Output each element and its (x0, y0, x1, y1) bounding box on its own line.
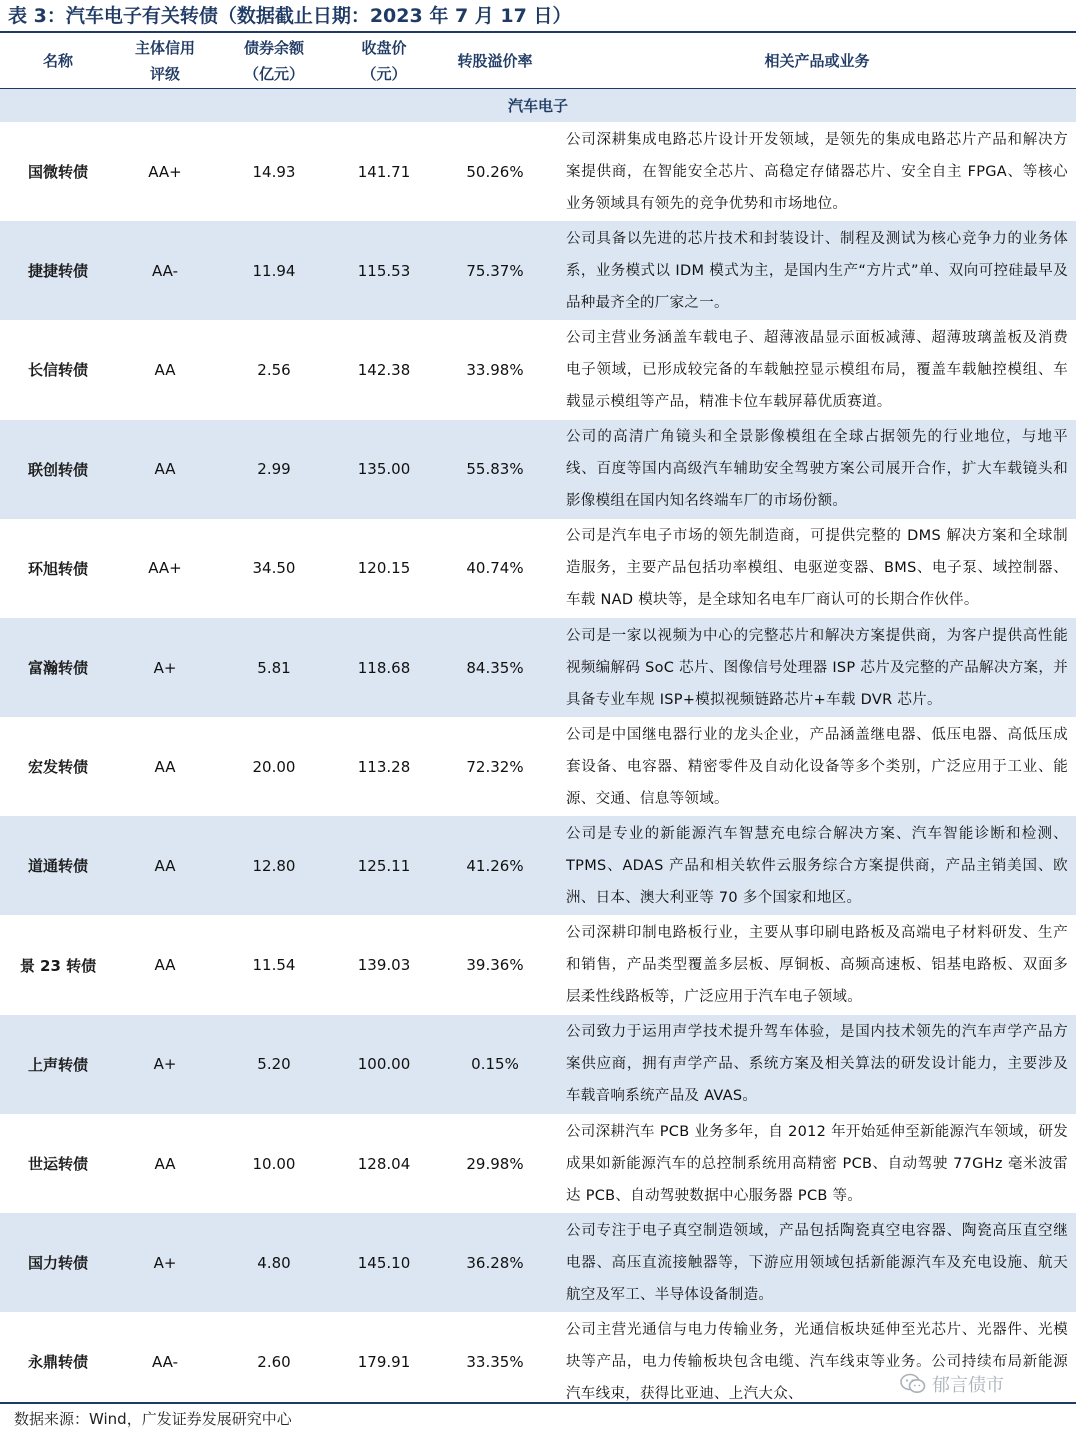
header-name: 名称 (42, 51, 73, 70)
close-price: 115.53 (357, 261, 411, 280)
credit-rating: AA (154, 460, 176, 479)
table-row (0, 221, 1076, 320)
close-price: 135.00 (357, 460, 411, 479)
bond-balance: 20.00 (252, 757, 296, 776)
close-price: 120.15 (357, 559, 411, 578)
header-rating: 主体信用 评级 (134, 38, 195, 83)
bond-name: 世运转债 (27, 1155, 88, 1173)
bond-balance: 2.60 (257, 1352, 291, 1371)
conversion-premium: 41.26% (466, 856, 524, 875)
table-row (0, 916, 1076, 1015)
bond-balance: 11.94 (252, 261, 296, 280)
credit-rating: AA+ (148, 559, 182, 578)
conversion-premium: 29.98% (466, 1154, 524, 1173)
credit-rating: AA- (151, 1352, 179, 1371)
bond-balance: 34.50 (252, 559, 296, 578)
business-description: 公司是专业的新能源汽车智慧充电综合解决方案、汽车智能诊断和检测、TPMS、ADAS 产品和相关软件云服务综合方案提供商，产品主销美国、欧洲、日本、澳大利亚等 70 多个国家和地区。 (566, 825, 1068, 906)
table-row (0, 122, 1076, 221)
bond-name: 永鼎转债 (27, 1353, 88, 1372)
close-price: 125.11 (357, 856, 411, 875)
conversion-premium: 50.26% (466, 162, 524, 181)
wechat-icon (900, 1373, 926, 1395)
table-header (0, 33, 1076, 88)
business-description: 公司主营光通信与电力传输业务，光通信板块延伸至光芯片、光器件、光模块等产品，电力传输板块包含电缆、汽车线束等业务。公司持续布局新能源汽车线束，获得比亚迪、上汽大众、 (566, 1321, 1068, 1402)
credit-rating: AA (154, 856, 176, 875)
credit-rating: AA (154, 757, 176, 776)
bond-balance: 2.56 (257, 360, 291, 379)
bond-name: 联创转债 (27, 460, 88, 479)
bottom-rule (0, 1402, 1076, 1404)
conversion-premium: 40.74% (466, 559, 524, 578)
business-description: 公司具备以先进的芯片技术和封装设计、制程及测试为核心竞争力的业务体系，业务模式以 IDM 模式为主，是国内生产“方片式”单、双向可控硅最早及品种最齐全的厂家之一。 (566, 230, 1068, 311)
header-conversion-premium: 转股溢价率 (457, 51, 533, 70)
bond-balance: 11.54 (252, 956, 296, 975)
credit-rating: AA (154, 360, 176, 379)
table-row (0, 717, 1076, 816)
section-heading: 汽车电子 (0, 89, 1076, 122)
bond-balance: 14.93 (252, 162, 296, 181)
conversion-premium: 36.28% (466, 1253, 524, 1272)
header-business: 相关产品或业务 (764, 51, 870, 70)
bond-balance: 12.80 (252, 856, 296, 875)
business-description: 公司是中国继电器行业的龙头企业，产品涵盖继电器、低压电器、高低压成套设备、电容器、精密零件及自动化设备等多个类别，广泛应用于工业、能源、交通、信息等领域。 (566, 726, 1068, 807)
business-description: 公司主营业务涵盖车载电子、超薄液晶显示面板减薄、超薄玻璃盖板及消费电子领域，已形成较完备的车载触控显示模组布局，覆盖车载触控模组、车载显示模组等产品，精准卡位车载屏幕优质赛道。 (566, 329, 1068, 410)
close-price: 100.00 (357, 1055, 411, 1074)
bond-name: 环旭转债 (27, 559, 88, 578)
bond-name: 长信转债 (27, 361, 88, 380)
table-row (0, 519, 1076, 618)
data-source: 数据来源：Wind，广发证券发展研究中心 (14, 1410, 292, 1428)
close-price: 179.91 (357, 1352, 411, 1371)
business-description: 公司的高清广角镜头和全景影像模组在全球占据领先的行业地位，与地平线、百度等国内高级汽车辅助安全驾驶方案公司展开合作，扩大车载镜头和影像模组在国内知名终端车厂的市场份额。 (566, 429, 1068, 510)
close-price: 128.04 (357, 1154, 411, 1173)
business-description: 公司是汽车电子市场的领先制造商，可提供完整的 DMS 解决方案和全球制造服务，主要产品包括功率模组、电驱逆变器、BMS、电子泵、域控制器、车载 NAD 模块等，是全球知名电车厂商认可的长期合作伙伴。 (566, 528, 1068, 609)
table-row (0, 1213, 1076, 1312)
bond-name: 上声转债 (27, 1055, 88, 1074)
credit-rating: A+ (153, 658, 177, 677)
conversion-premium: 33.35% (466, 1352, 524, 1371)
bond-name: 国力转债 (27, 1254, 88, 1273)
bond-balance: 10.00 (252, 1154, 296, 1173)
bond-name: 道通转债 (27, 857, 88, 876)
conversion-premium: 84.35% (466, 658, 524, 677)
header-close-price: 收盘价 （元） (361, 38, 407, 83)
watermark (900, 1370, 1004, 1398)
close-price: 139.03 (357, 956, 411, 975)
bond-balance: 2.99 (257, 460, 291, 479)
credit-rating: AA+ (148, 162, 182, 181)
business-description: 公司致力于运用声学技术提升驾车体验，是国内技术领先的汽车声学产品方案供应商，拥有声学产品、系统方案及相关算法的研发设计能力，主要涉及车载音响系统产品及 AVAS。 (566, 1024, 1068, 1105)
business-description: 公司深耕印制电路板行业，主要从事印刷电路板及高端电子材料研发、生产和销售，产品类型覆盖多层板、厚铜板、高频高速板、铝基电路板、双面多层柔性线路板等，广泛应用于汽车电子领域。 (566, 925, 1068, 1006)
table-row (0, 420, 1076, 519)
conversion-premium: 55.83% (466, 460, 524, 479)
close-price: 113.28 (357, 757, 411, 776)
bond-name: 国微转债 (27, 163, 88, 181)
table-row (0, 1015, 1076, 1114)
bond-name: 景 23 转债 (19, 956, 97, 975)
business-description: 公司专注于电子真空制造领域，产品包括陶瓷真空电容器、陶瓷高压直空继电器、高压直流接触器等，下游应用领域包括新能源汽车及充电设施、航天航空及军工、半导体设备制造。 (566, 1222, 1068, 1303)
business-description: 公司深耕集成电路芯片设计开发领域，是领先的集成电路芯片产品和解决方案提供商，在智能安全芯片、高稳定存储器芯片、安全自主 FPGA、等核心业务领域具有领先的竞争优势和市场地位。 (566, 131, 1068, 212)
close-price: 141.71 (357, 162, 411, 181)
close-price: 118.68 (357, 658, 411, 677)
table-row (0, 816, 1076, 915)
bond-balance: 5.81 (257, 658, 291, 677)
conversion-premium: 39.36% (466, 956, 524, 975)
bond-balance: 5.20 (257, 1055, 291, 1074)
business-description: 公司是一家以视频为中心的完整芯片和解决方案提供商，为客户提供高性能视频编解码 SoC 芯片、图像信号处理器 ISP 芯片及完整的产品解决方案，并具备专业车规 ISP+模拟视频链路芯片+车载 DVR 芯片。 (566, 627, 1068, 708)
close-price: 142.38 (357, 360, 411, 379)
business-description: 公司深耕汽车 PCB 业务多年，自 2012 年开始延伸至新能源汽车领域，研发成果如新能源汽车的总控制系统用高精密 PCB、自动驾驶 77GHz 毫米波雷达 PCB、自动驾驶数据中心服务器 PCB 等。 (566, 1123, 1068, 1204)
bond-balance: 4.80 (257, 1253, 291, 1272)
conversion-premium: 72.32% (466, 757, 524, 776)
header-balance: 债券余额 （亿元） (243, 38, 304, 83)
credit-rating: AA (154, 956, 176, 975)
table-title: 表 3：汽车电子有关转债（数据截止日期：2023 年 7 月 17 日） (8, 5, 572, 27)
credit-rating: AA- (151, 261, 179, 280)
close-price: 145.10 (357, 1253, 411, 1272)
bond-name: 宏发转债 (27, 758, 88, 777)
watermark-text: 郁言债市 (932, 1375, 1004, 1396)
credit-rating: AA (154, 1154, 176, 1173)
conversion-premium: 75.37% (466, 261, 524, 280)
bond-name: 捷捷转债 (27, 262, 88, 281)
conversion-premium: 0.15% (471, 1055, 519, 1074)
table-row (0, 618, 1076, 717)
credit-rating: A+ (153, 1253, 177, 1272)
conversion-premium: 33.98% (466, 360, 524, 379)
bond-name: 富瀚转债 (27, 659, 88, 677)
credit-rating: A+ (153, 1055, 177, 1074)
table-row (0, 1114, 1076, 1213)
table-row (0, 320, 1076, 419)
